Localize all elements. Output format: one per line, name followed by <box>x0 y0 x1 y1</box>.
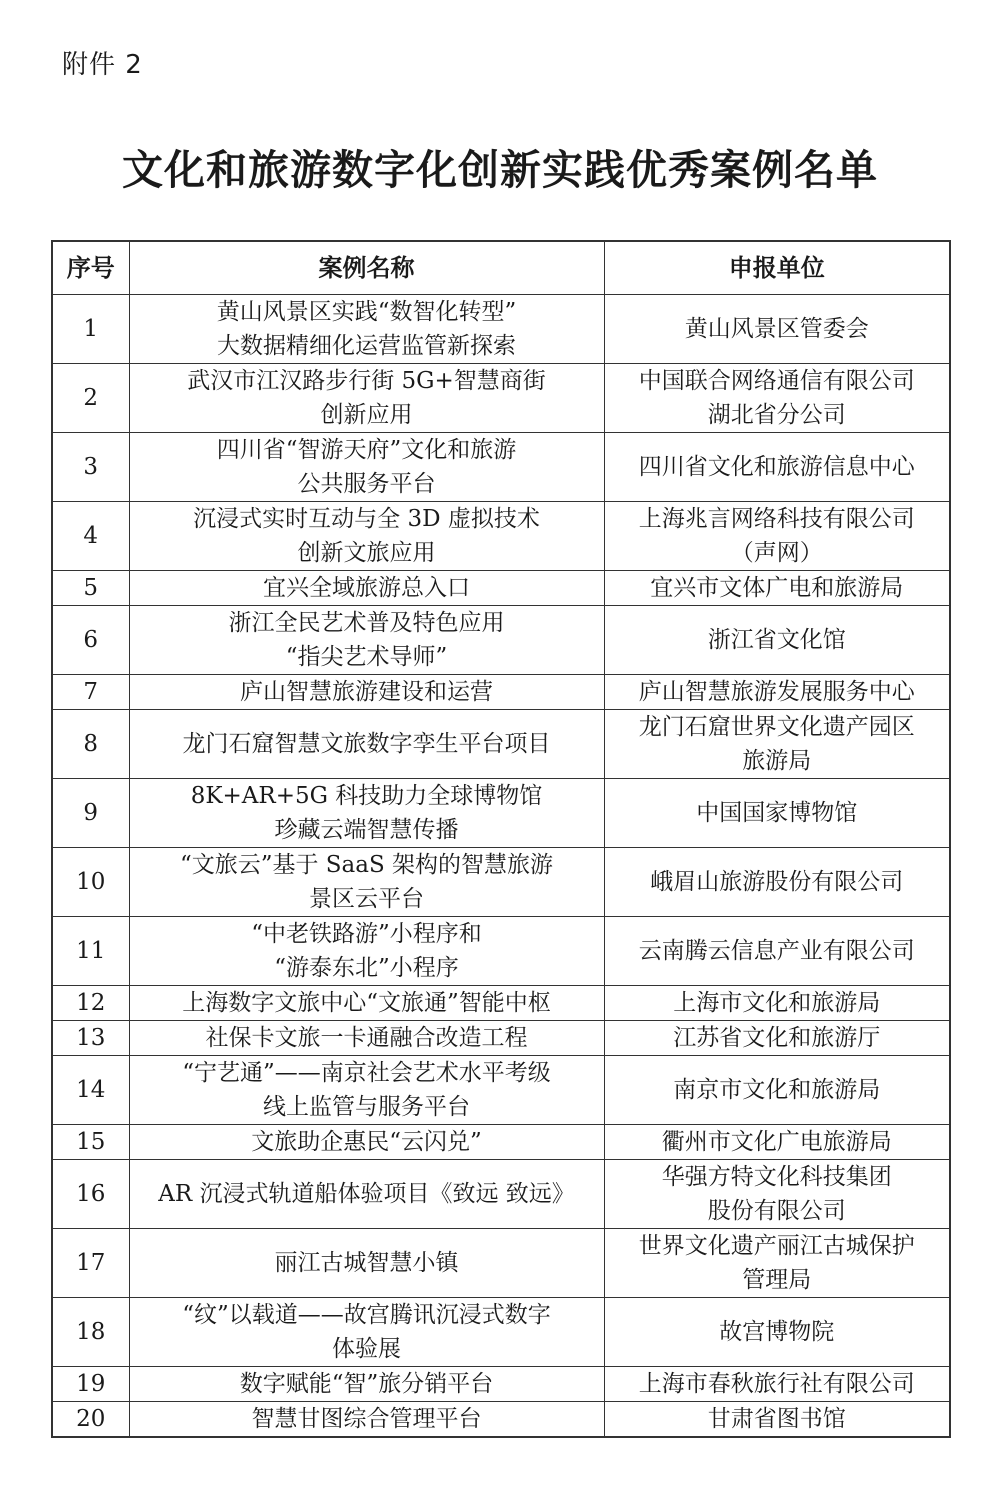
applicant-unit-line: （声网） <box>730 540 823 566</box>
applicant-unit <box>604 710 950 779</box>
applicant-unit <box>604 1125 950 1160</box>
case-name-line: 文旅助企惠民“云闪兑” <box>251 1129 482 1155</box>
applicant-unit-line: 庐山智慧旅游发展服务中心 <box>638 679 915 705</box>
serial-number: 16 <box>52 1160 129 1229</box>
applicant-unit-line: 峨眉山旅游股份有限公司 <box>650 869 904 895</box>
case-list-table <box>51 240 951 1438</box>
case-name-line: “宁艺通”——南京社会艺术水平考级 <box>182 1060 551 1086</box>
applicant-unit-line: 旅游局 <box>742 748 812 774</box>
serial-number: 18 <box>52 1298 129 1367</box>
case-name <box>129 606 604 675</box>
applicant-unit <box>604 606 950 675</box>
applicant-unit-line: 江苏省文化和旅游厅 <box>673 1025 881 1051</box>
case-name-line: 珍藏云端智慧传播 <box>274 817 459 843</box>
case-name-line: 创新应用 <box>320 402 413 428</box>
case-name-line: 宜兴全域旅游总入口 <box>263 575 470 601</box>
case-name <box>129 364 604 433</box>
serial-number: 4 <box>52 502 129 571</box>
applicant-unit-line: 上海市春秋旅行社有限公司 <box>638 1371 915 1397</box>
case-name <box>129 571 604 606</box>
applicant-unit <box>604 571 950 606</box>
serial-number: 12 <box>52 986 129 1021</box>
case-name <box>129 1367 604 1402</box>
case-name-line: AR 沉浸式轨道船体验项目《致远 致远》 <box>158 1181 575 1207</box>
document-title: 文化和旅游数字化创新实践优秀案例名单 <box>122 146 878 194</box>
table-row <box>52 986 950 1021</box>
applicant-unit <box>604 675 950 710</box>
serial-number: 6 <box>52 606 129 675</box>
applicant-unit-line: 衢州市文化广电旅游局 <box>661 1129 892 1155</box>
case-name-line: 大数据精细化运营监管新探索 <box>217 333 516 359</box>
table-row <box>52 295 950 364</box>
case-name-line: 创新文旅应用 <box>297 540 436 566</box>
case-name <box>129 1021 604 1056</box>
case-name-line: 四川省“智游天府”文化和旅游 <box>216 437 517 463</box>
table-row <box>52 1402 950 1438</box>
table-row <box>52 502 950 571</box>
applicant-unit <box>604 986 950 1021</box>
table-row <box>52 1056 950 1125</box>
applicant-unit <box>604 1056 950 1125</box>
table-row <box>52 433 950 502</box>
applicant-unit <box>604 1229 950 1298</box>
serial-number: 9 <box>52 779 129 848</box>
table-row <box>52 1125 950 1160</box>
case-name-line: 体验展 <box>332 1336 401 1362</box>
table-row <box>52 364 950 433</box>
table-row <box>52 1298 950 1367</box>
table-row <box>52 1160 950 1229</box>
case-name <box>129 502 604 571</box>
table-body <box>52 295 950 1438</box>
header-unit: 申报单位 <box>604 241 950 295</box>
case-name-line: 线上监管与服务平台 <box>263 1094 470 1120</box>
case-name-line: 智慧甘图综合管理平台 <box>251 1406 482 1432</box>
applicant-unit <box>604 1402 950 1438</box>
serial-number: 7 <box>52 675 129 710</box>
table-row <box>52 1229 950 1298</box>
table-header-row <box>52 241 950 295</box>
applicant-unit <box>604 433 950 502</box>
applicant-unit <box>604 364 950 433</box>
serial-number: 2 <box>52 364 129 433</box>
serial-number: 8 <box>52 710 129 779</box>
serial-number: 19 <box>52 1367 129 1402</box>
applicant-unit-line: 华强方特文化科技集团 <box>661 1164 892 1190</box>
table-row <box>52 917 950 986</box>
table-row <box>52 606 950 675</box>
applicant-unit-line: 南京市文化和旅游局 <box>673 1077 881 1103</box>
header-case-name: 案例名称 <box>129 241 604 295</box>
case-name-line: 沉浸式实时互动与全 3D 虚拟技术 <box>193 506 540 532</box>
applicant-unit-line: 故宫博物院 <box>719 1319 835 1345</box>
applicant-unit-line: 浙江省文化馆 <box>707 627 846 653</box>
table-row <box>52 675 950 710</box>
case-name-line: “指尖艺术导师” <box>285 644 448 670</box>
case-name-line: 景区云平台 <box>309 886 424 912</box>
case-name-line: 浙江全民艺术普及特色应用 <box>228 610 505 636</box>
applicant-unit <box>604 295 950 364</box>
applicant-unit-line: 上海市文化和旅游局 <box>673 990 881 1016</box>
serial-number: 20 <box>52 1402 129 1438</box>
applicant-unit <box>604 1021 950 1056</box>
case-name-line: 龙门石窟智慧文旅数字孪生平台项目 <box>182 731 551 757</box>
case-name-line: 丽江古城智慧小镇 <box>274 1250 459 1276</box>
case-name <box>129 710 604 779</box>
serial-number: 5 <box>52 571 129 606</box>
applicant-unit-line: 宜兴市文体广电和旅游局 <box>650 575 904 601</box>
applicant-unit-line: 四川省文化和旅游信息中心 <box>638 454 915 480</box>
case-name-line: 公共服务平台 <box>297 471 436 497</box>
applicant-unit <box>604 917 950 986</box>
case-name-line: 上海数字文旅中心“文旅通”智能中枢 <box>182 990 551 1016</box>
case-name <box>129 1402 604 1438</box>
case-name <box>129 295 604 364</box>
case-name <box>129 1160 604 1229</box>
case-name <box>129 675 604 710</box>
case-name-line: “游泰东北”小程序 <box>274 955 459 981</box>
serial-number: 11 <box>52 917 129 986</box>
case-name-line: “中老铁路游”小程序和 <box>251 921 482 947</box>
case-name <box>129 433 604 502</box>
header-serial: 序号 <box>52 241 129 295</box>
serial-number: 15 <box>52 1125 129 1160</box>
case-name-line: “纹”以载道——故宫腾讯沉浸式数字 <box>182 1302 551 1328</box>
case-name-line: “文旅云”基于 SaaS 架构的智慧旅游 <box>179 852 554 878</box>
serial-number: 13 <box>52 1021 129 1056</box>
applicant-unit-line: 股份有限公司 <box>707 1198 846 1224</box>
applicant-unit <box>604 1160 950 1229</box>
applicant-unit-line: 湖北省分公司 <box>707 402 846 428</box>
case-name <box>129 917 604 986</box>
case-name-line: 数字赋能“智”旅分销平台 <box>239 1371 494 1397</box>
applicant-unit <box>604 502 950 571</box>
applicant-unit-line: 云南腾云信息产业有限公司 <box>638 938 915 964</box>
case-name-line: 8K+AR+5G 科技助力全球博物馆 <box>190 783 543 809</box>
serial-number: 1 <box>52 295 129 364</box>
case-name-line: 社保卡文旅一卡通融合改造工程 <box>205 1025 528 1051</box>
applicant-unit-line: 甘肃省图书馆 <box>707 1406 846 1432</box>
case-name <box>129 986 604 1021</box>
case-name-line: 庐山智慧旅游建设和运营 <box>240 679 493 705</box>
case-name <box>129 848 604 917</box>
table-row <box>52 779 950 848</box>
table-row <box>52 1021 950 1056</box>
serial-number: 3 <box>52 433 129 502</box>
attachment-label: 附件 2 <box>62 50 143 80</box>
case-name <box>129 1298 604 1367</box>
serial-number: 10 <box>52 848 129 917</box>
table-row <box>52 1367 950 1402</box>
applicant-unit <box>604 1367 950 1402</box>
applicant-unit-line: 黄山风景区管委会 <box>684 316 869 342</box>
applicant-unit <box>604 779 950 848</box>
table-row <box>52 848 950 917</box>
applicant-unit-line: 中国联合网络通信有限公司 <box>638 368 915 394</box>
applicant-unit-line: 世界文化遗产丽江古城保护 <box>638 1233 915 1259</box>
applicant-unit-line: 上海兆言网络科技有限公司 <box>638 506 915 532</box>
table-row <box>52 571 950 606</box>
applicant-unit-line: 龙门石窟世界文化遗产园区 <box>638 714 915 740</box>
applicant-unit-line: 中国国家博物馆 <box>696 800 858 826</box>
applicant-unit <box>604 1298 950 1367</box>
case-name-line: 黄山风景区实践“数智化转型” <box>216 299 517 325</box>
serial-number: 14 <box>52 1056 129 1125</box>
applicant-unit-line: 管理局 <box>742 1267 812 1293</box>
serial-number: 17 <box>52 1229 129 1298</box>
case-name <box>129 1229 604 1298</box>
case-name-line: 武汉市江汉路步行街 5G+智慧商街 <box>187 368 546 394</box>
case-name <box>129 1056 604 1125</box>
case-name <box>129 779 604 848</box>
applicant-unit <box>604 848 950 917</box>
table-row <box>52 710 950 779</box>
case-name <box>129 1125 604 1160</box>
